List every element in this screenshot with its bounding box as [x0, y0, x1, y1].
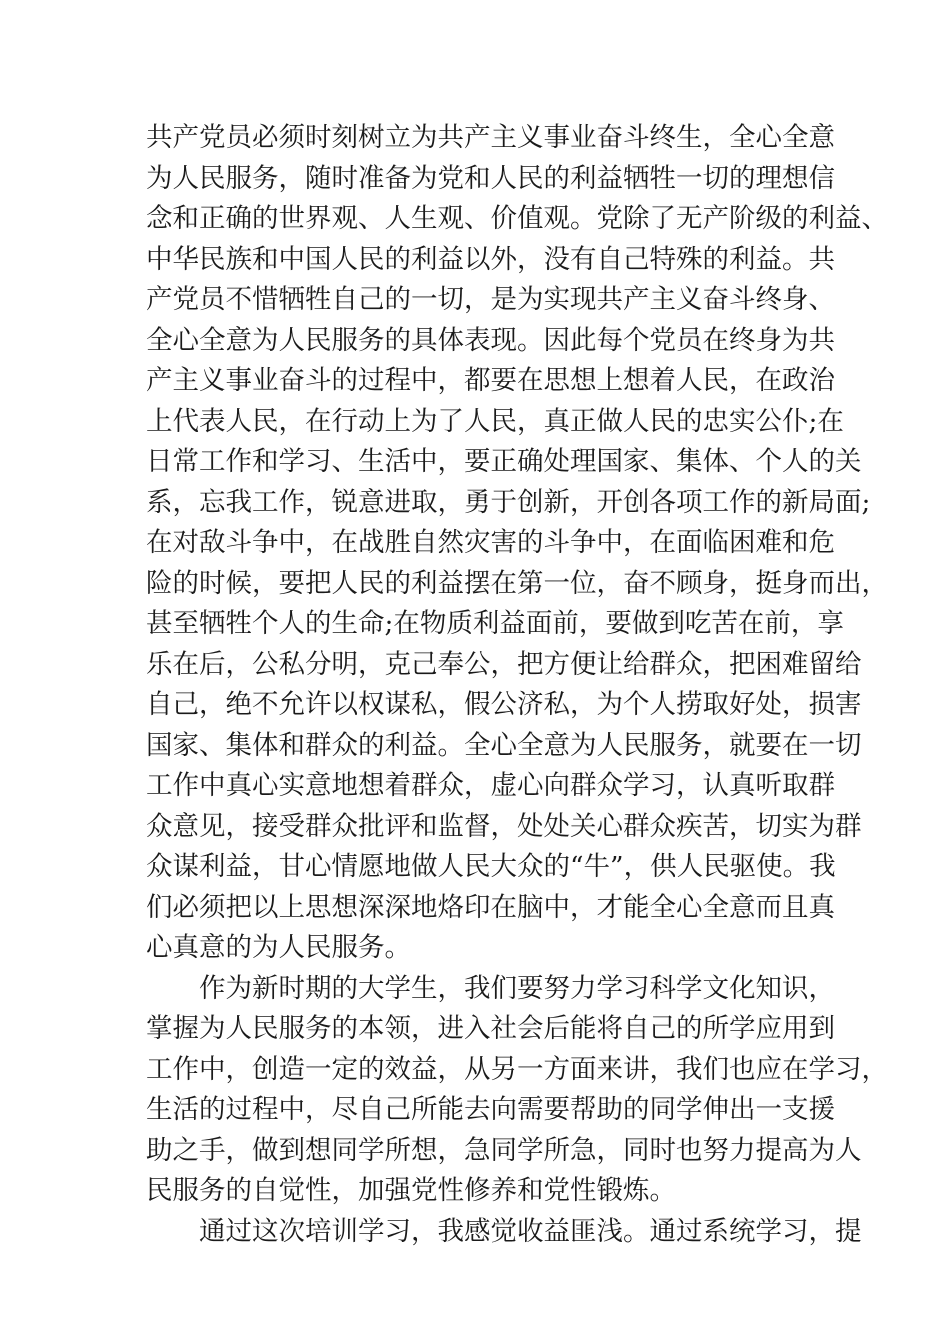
text-line: 民服务的自觉性，加强党性修养和党性锻炼。 [146, 1175, 676, 1206]
text-line: 工作中，创造一定的效益，从另一方面来讲，我们也应在学习， [146, 1053, 888, 1085]
text-line: 念和正确的世界观、人生观、价值观。党除了无产阶级的利益、 [146, 203, 888, 234]
text-line: 甚至牺牲个人的生命;在物质利益面前，要做到吃苦在前，享 [146, 608, 844, 639]
text-line: 自己，绝不允许以权谋私，假公济私，为个人捞取好处，损害 [146, 689, 862, 720]
text-line: 为人民服务，随时准备为党和人民的利益牺牲一切的理想信 [146, 162, 835, 194]
text-line: 共产党员必须时刻树立为共产主义事业奋斗终生，全心全意 [146, 122, 835, 153]
text-line: 工作中真心实意地想着群众，虚心向群众学习，认真听取群 [146, 770, 835, 801]
text-line: 国家、集体和群众的利益。全心全意为人民服务，就要在一切 [146, 729, 862, 761]
text-line: 众谋利益，甘心情愿地做人民大众的“牛”，供人民驱使。我 [146, 851, 836, 882]
text-line: 们必须把以上思想深深地烙印在脑中，才能全心全意而且真 [146, 891, 835, 923]
text-line: 在对敌斗争中，在战胜自然灾害的斗争中，在面临困难和危 [146, 527, 835, 558]
text-line: 助之手，做到想同学所想，急同学所急，同时也努力提高为人 [146, 1134, 862, 1166]
text-line: 日常工作和学习、生活中，要正确处理国家、集体、个人的关 [146, 446, 862, 477]
text-line: 上代表人民，在行动上为了人民，真正做人民的忠实公仆;在 [146, 405, 844, 437]
text-line: 掌握为人民服务的本领，进入社会后能将自己的所学应用到 [146, 1013, 835, 1044]
text-line: 乐在后，公私分明，克己奉公，把方便让给群众，把困难留给 [146, 648, 862, 680]
paragraph-first-line: 通过这次培训学习，我感觉收益匪浅。通过系统学习，提 [199, 1215, 862, 1247]
text-line: 系，忘我工作，锐意进取，勇于创新，开创各项工作的新局面; [146, 486, 871, 518]
paragraph-first-line: 作为新时期的大学生，我们要努力学习科学文化知识， [199, 972, 835, 1004]
text-line: 险的时候，要把人民的利益摆在第一位，奋不顾身，挺身而出， [146, 567, 888, 599]
text-line: 众意见，接受群众批评和监督，处处关心群众疾苦，切实为群 [146, 810, 862, 842]
text-line: 中华民族和中国人民的利益以外，没有自己特殊的利益。共 [146, 243, 835, 275]
text-line: 产主义事业奋斗的过程中，都要在思想上想着人民，在政治 [146, 365, 835, 396]
text-line: 生活的过程中，尽自己所能去向需要帮助的同学伸出一支援 [146, 1094, 835, 1125]
document-body-text [146, 118, 888, 1252]
text-line: 全心全意为人民服务的具体表现。因此每个党员在终身为共 [146, 324, 835, 356]
text-line: 心真意的为人民服务。 [146, 932, 411, 963]
text-line: 产党员不惜牺牲自己的一切，是为实现共产主义奋斗终身、 [146, 284, 835, 315]
